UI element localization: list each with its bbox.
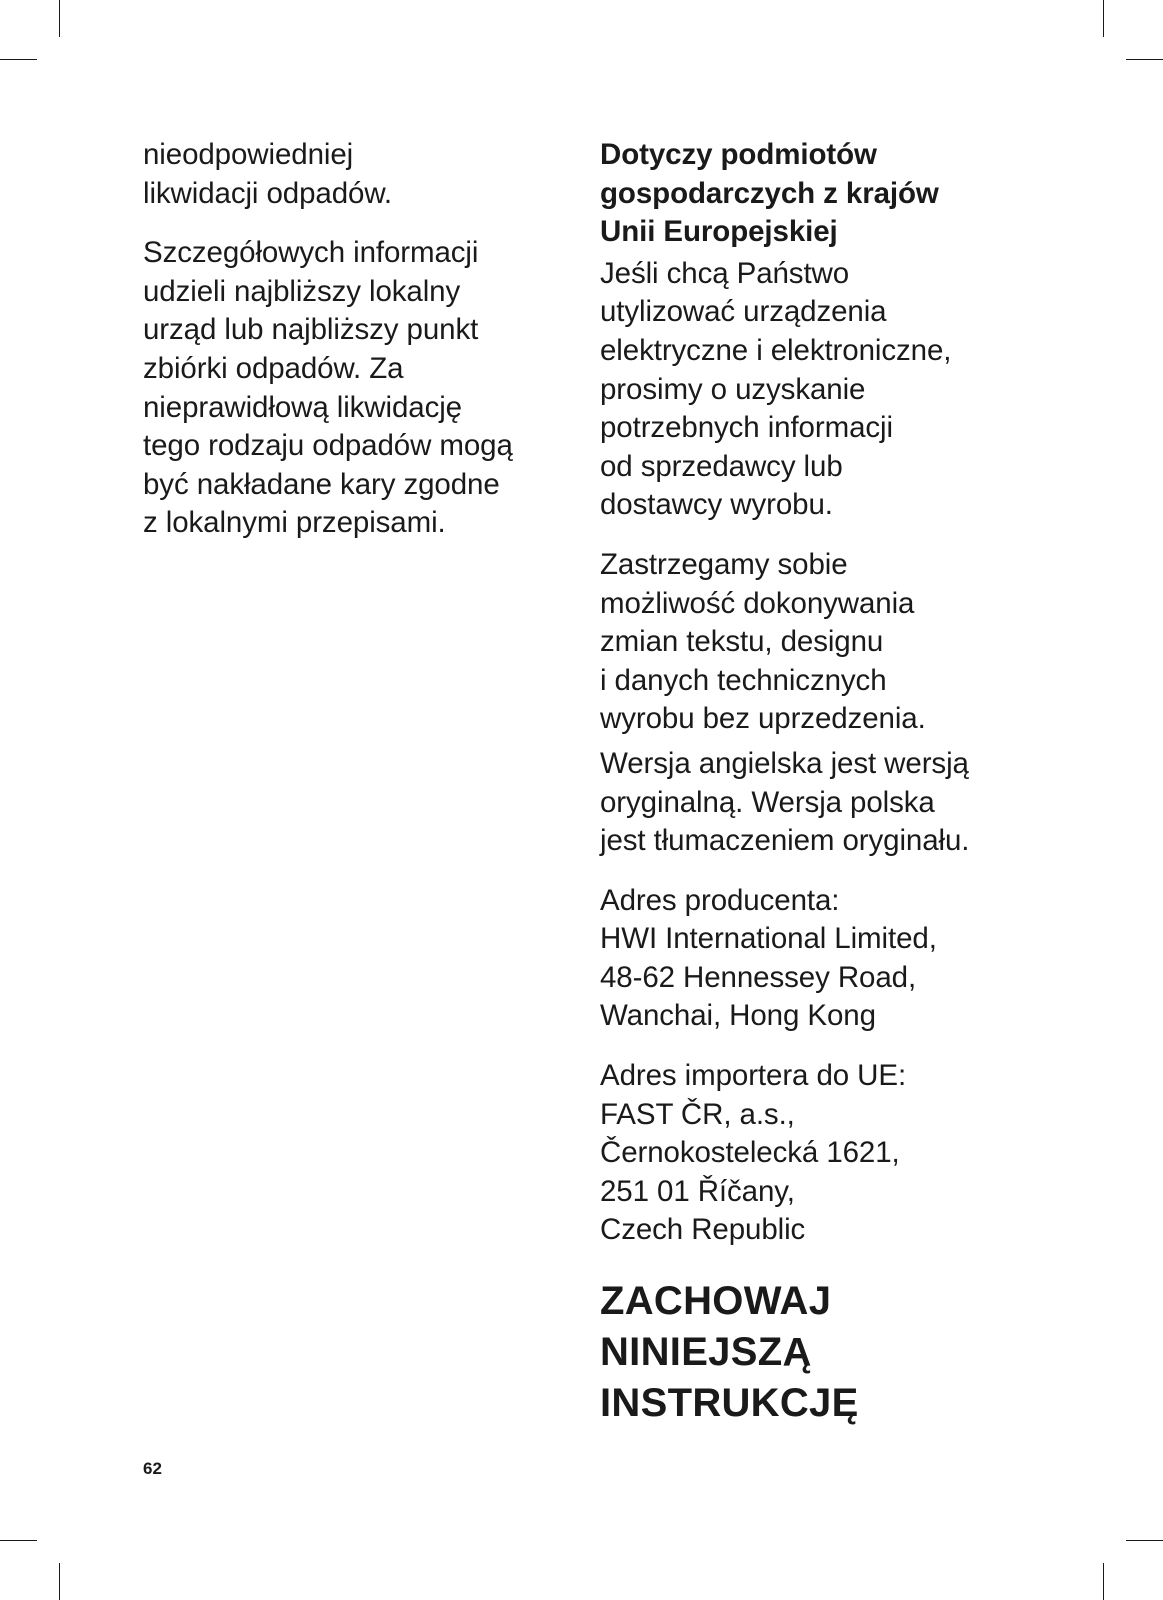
closing-title: ZACHOWAJ NINIEJSZĄ INSTRUKCJĘ [600,1279,859,1426]
page-number: 62 [143,1459,162,1478]
crop-mark-bottom-left-horizontal [0,1540,37,1541]
crop-mark-bottom-left-vertical [59,1563,60,1600]
importer-address: Adres importera do UE: FAST ČR, a.s., Černokostelecká 1621, 251 01 Říčany, Czech Republic [600,1059,907,1247]
right-paragraph-reservation: Zastrzegamy sobie możliwość dokonywania zmian tekstu, designu i danych technicznych wyrobu bez uprzedzenia. [600,547,926,736]
crop-mark-bottom-right-horizontal [1126,1540,1163,1541]
crop-mark-top-right-horizontal [1126,59,1163,60]
crop-mark-top-left-horizontal [0,59,37,60]
manufacturer-address: Adres producenta: HWI International Limited, 48-62 Hennessey Road, Wanchai, Hong Kong [600,883,937,1033]
left-column [143,136,573,543]
right-paragraph-language: Wersja angielska jest wersją oryginalną. Wersja polska jest tłumaczeniem oryginału. [600,746,970,858]
right-column [600,136,1030,1429]
left-paragraph-continuation: nieodpowiedniej likwidacji odpadów. [143,138,392,210]
section-heading: Dotyczy podmiotów gospodarczych z krajów Unii Europejskiej [600,138,939,249]
crop-mark-bottom-right-vertical [1103,1563,1104,1600]
crop-mark-top-left-vertical [59,0,60,37]
crop-mark-top-right-vertical [1103,0,1104,37]
right-paragraph-disposal: Jeśli chcą Państwo utylizować urządzenia elektryczne i elektroniczne, prosimy o uzyskanie potrzebnych informacji od sprzedawcy lub dostawcy wyrobu. [600,256,952,522]
left-paragraph-information: Szczegółowych informacji udzieli najbliższy lokalny urząd lub najbliższy punkt zbiórki odpadów. Za nieprawidłową likwidację tego rodzaju odpadów mogą być nakładane kary zgodne z lokalnymi przepisami. [143,236,513,540]
